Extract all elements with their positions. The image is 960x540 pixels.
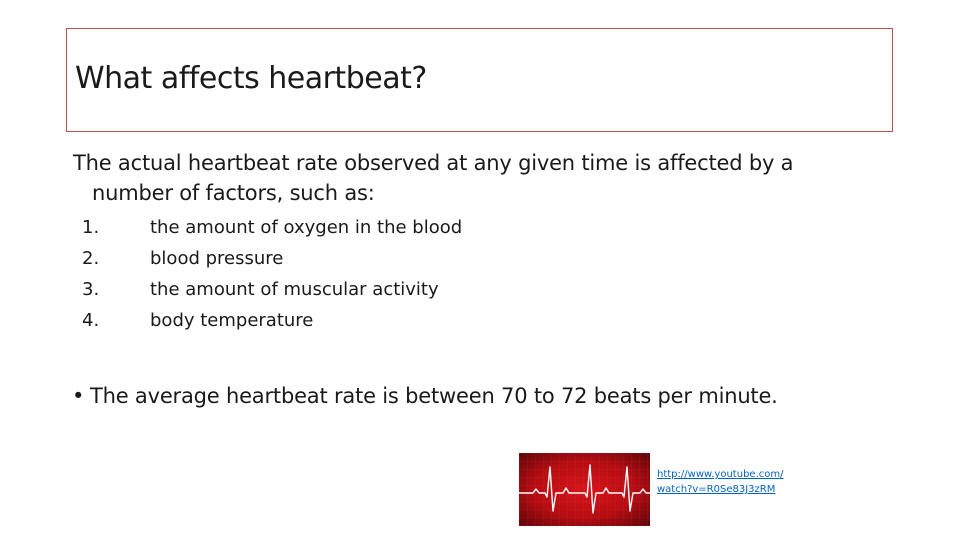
- list-item: [82, 243, 462, 274]
- intro-paragraph: [73, 148, 873, 208]
- list-item-text: the amount of muscular activity: [150, 279, 439, 300]
- list-item-text: blood pressure: [150, 248, 284, 269]
- average-rate-bullet: [72, 381, 778, 411]
- bullet-icon: •: [72, 384, 85, 408]
- list-item-number: 3.: [82, 279, 100, 300]
- title-box: [66, 28, 893, 132]
- list-item-number: 4.: [82, 310, 100, 331]
- ekg-trace-icon: [519, 453, 650, 526]
- list-item-text: body temperature: [150, 310, 314, 331]
- slide-title: What affects heartbeat?: [75, 61, 427, 96]
- intro-line-2: number of factors, such as:: [92, 181, 375, 205]
- average-rate-text: The average heartbeat rate is between 70 to 72 beats per minute.: [90, 384, 778, 408]
- list-item: [82, 305, 462, 336]
- heartbeat-ekg-image: [519, 453, 650, 526]
- list-item-number: 1.: [82, 217, 100, 238]
- video-link-line-1[interactable]: http://www.youtube.com/: [657, 469, 784, 480]
- list-item-number: 2.: [82, 248, 100, 269]
- youtube-video-link[interactable]: [657, 467, 783, 497]
- list-item-text: the amount of oxygen in the blood: [150, 217, 463, 238]
- list-item: [82, 212, 462, 243]
- video-link-line-2[interactable]: watch?v=R0Se83J3zRM: [657, 484, 776, 495]
- factor-list: [82, 212, 462, 336]
- intro-line-1: The actual heartbeat rate observed at any given time is affected by a: [73, 151, 794, 175]
- list-item: [82, 274, 462, 305]
